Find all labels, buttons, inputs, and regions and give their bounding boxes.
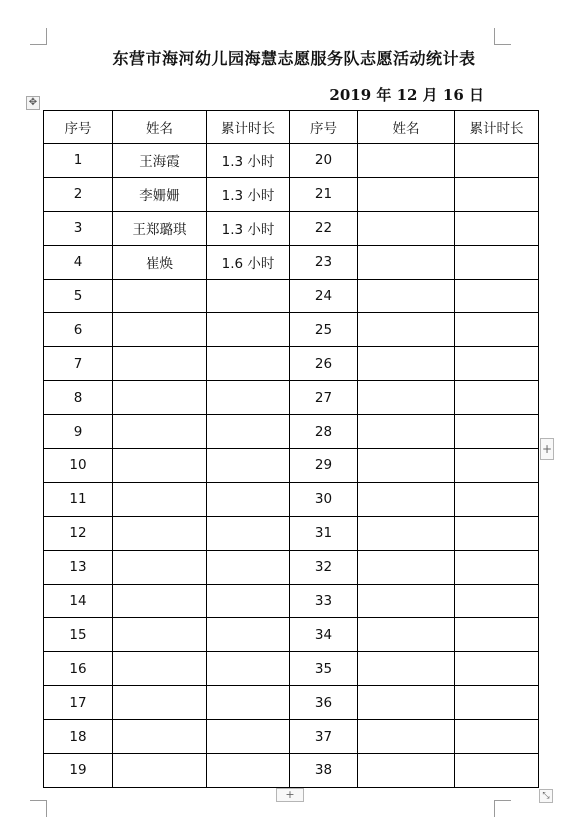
table-row: [44, 211, 539, 245]
duration-left-cell[interactable]: [207, 449, 290, 483]
duration-left-cell[interactable]: [207, 550, 290, 584]
table-row: [44, 449, 539, 483]
serial-left-cell[interactable]: 3: [44, 211, 113, 245]
serial-left-cell[interactable]: 1: [44, 144, 113, 178]
table-row: [44, 313, 539, 347]
serial-left-cell[interactable]: 15: [44, 618, 113, 652]
duration-left-cell[interactable]: [207, 754, 290, 788]
header-serial-left: 序号: [44, 111, 113, 144]
duration-left-cell[interactable]: 1.3 小时: [207, 144, 290, 178]
serial-left-cell[interactable]: 8: [44, 381, 113, 415]
serial-left-cell[interactable]: 13: [44, 550, 113, 584]
duration-left-cell[interactable]: [207, 686, 290, 720]
duration-right-cell[interactable]: [455, 211, 539, 245]
duration-right-cell[interactable]: [455, 347, 539, 381]
page-corner-mark-top-left: [30, 28, 47, 45]
table-move-handle[interactable]: [26, 96, 40, 110]
name-left-cell[interactable]: [113, 279, 207, 313]
name-right-cell[interactable]: [358, 652, 455, 686]
name-right-cell[interactable]: [358, 144, 455, 178]
duration-right-cell[interactable]: [455, 415, 539, 449]
serial-left-cell[interactable]: 17: [44, 686, 113, 720]
header-name-left: 姓名: [113, 111, 207, 144]
serial-right-cell[interactable]: 25: [290, 313, 358, 347]
name-left-cell[interactable]: [113, 381, 207, 415]
duration-right-cell[interactable]: [455, 313, 539, 347]
header-serial-right: 序号: [290, 111, 358, 144]
serial-right-cell[interactable]: 34: [290, 618, 358, 652]
table-row: [44, 754, 539, 788]
serial-right-cell[interactable]: 26: [290, 347, 358, 381]
duration-left-cell[interactable]: 1.6 小时: [207, 245, 290, 279]
name-right-cell[interactable]: [358, 618, 455, 652]
table-header-row: [44, 111, 539, 144]
duration-right-cell[interactable]: [455, 482, 539, 516]
name-right-cell[interactable]: [358, 516, 455, 550]
name-right-cell[interactable]: [358, 449, 455, 483]
duration-left-cell[interactable]: [207, 618, 290, 652]
name-left-cell[interactable]: [113, 652, 207, 686]
duration-right-cell[interactable]: [455, 550, 539, 584]
serial-right-cell[interactable]: 37: [290, 720, 358, 754]
name-left-cell[interactable]: [113, 347, 207, 381]
table-row: [44, 347, 539, 381]
duration-left-cell[interactable]: [207, 584, 290, 618]
document-title: 东营市海河幼儿园海慧志愿服务队志愿活动统计表: [112, 49, 476, 68]
name-right-cell[interactable]: [358, 177, 455, 211]
name-right-cell[interactable]: [358, 381, 455, 415]
duration-left-cell[interactable]: [207, 516, 290, 550]
serial-left-cell[interactable]: 2: [44, 177, 113, 211]
duration-left-cell[interactable]: 1.3 小时: [207, 211, 290, 245]
name-left-cell[interactable]: 崔焕: [113, 245, 207, 279]
name-left-cell[interactable]: [113, 550, 207, 584]
table-resize-handle[interactable]: [539, 789, 553, 803]
name-right-cell[interactable]: [358, 313, 455, 347]
duration-right-cell[interactable]: [455, 245, 539, 279]
duration-right-cell[interactable]: [455, 686, 539, 720]
name-left-cell[interactable]: [113, 313, 207, 347]
name-right-cell[interactable]: [358, 482, 455, 516]
serial-left-cell[interactable]: 14: [44, 584, 113, 618]
name-left-cell[interactable]: 王海霞: [113, 144, 207, 178]
duration-left-cell[interactable]: [207, 415, 290, 449]
table-row: [44, 245, 539, 279]
page-corner-mark-bottom-right: [494, 800, 511, 817]
table-row: [44, 686, 539, 720]
name-right-cell[interactable]: [358, 279, 455, 313]
serial-right-cell[interactable]: 21: [290, 177, 358, 211]
table-row: [44, 144, 539, 178]
serial-right-cell[interactable]: 31: [290, 516, 358, 550]
add-column-button[interactable]: [540, 438, 554, 460]
name-right-cell[interactable]: [358, 550, 455, 584]
serial-right-cell[interactable]: 27: [290, 381, 358, 415]
table-row: [44, 720, 539, 754]
name-right-cell[interactable]: [358, 415, 455, 449]
serial-left-cell[interactable]: 4: [44, 245, 113, 279]
name-left-cell[interactable]: 王郑璐琪: [113, 211, 207, 245]
serial-right-cell[interactable]: 24: [290, 279, 358, 313]
duration-right-cell[interactable]: [455, 449, 539, 483]
table-row: [44, 618, 539, 652]
serial-right-cell[interactable]: 28: [290, 415, 358, 449]
table-row: [44, 516, 539, 550]
name-left-cell[interactable]: [113, 516, 207, 550]
move-arrows-icon: ✥: [28, 97, 38, 108]
name-left-cell[interactable]: [113, 720, 207, 754]
header-duration-left: 累计时长: [207, 111, 290, 144]
duration-right-cell[interactable]: [455, 754, 539, 788]
table-row: [44, 550, 539, 584]
serial-left-cell[interactable]: 18: [44, 720, 113, 754]
duration-right-cell[interactable]: [455, 652, 539, 686]
table-row: [44, 415, 539, 449]
add-row-button[interactable]: [276, 788, 304, 802]
serial-right-cell[interactable]: 38: [290, 754, 358, 788]
page-corner-mark-bottom-left: [30, 800, 47, 817]
name-left-cell[interactable]: 李姗姗: [113, 177, 207, 211]
name-right-cell[interactable]: [358, 754, 455, 788]
document-date: 2019 年 12 月 16 日: [329, 86, 484, 104]
serial-right-cell[interactable]: 23: [290, 245, 358, 279]
diagonal-resize-icon: ⤡: [542, 791, 550, 801]
duration-left-cell[interactable]: [207, 347, 290, 381]
name-left-cell[interactable]: [113, 618, 207, 652]
table-row: [44, 177, 539, 211]
table-row: [44, 652, 539, 686]
duration-left-cell[interactable]: [207, 279, 290, 313]
serial-right-cell[interactable]: 22: [290, 211, 358, 245]
duration-right-cell[interactable]: [455, 177, 539, 211]
duration-left-cell[interactable]: 1.3 小时: [207, 177, 290, 211]
duration-right-cell[interactable]: [455, 618, 539, 652]
serial-left-cell[interactable]: 10: [44, 449, 113, 483]
duration-left-cell[interactable]: [207, 313, 290, 347]
plus-icon: +: [541, 442, 553, 456]
table-row: [44, 279, 539, 313]
serial-right-cell[interactable]: 36: [290, 686, 358, 720]
name-right-cell[interactable]: [358, 584, 455, 618]
duration-right-cell[interactable]: [455, 279, 539, 313]
name-left-cell[interactable]: [113, 482, 207, 516]
serial-right-cell[interactable]: 35: [290, 652, 358, 686]
duration-right-cell[interactable]: [455, 144, 539, 178]
name-left-cell[interactable]: [113, 754, 207, 788]
serial-right-cell[interactable]: 29: [290, 449, 358, 483]
plus-icon: +: [285, 788, 295, 801]
name-left-cell[interactable]: [113, 415, 207, 449]
serial-left-cell[interactable]: 16: [44, 652, 113, 686]
serial-left-cell[interactable]: 6: [44, 313, 113, 347]
name-right-cell[interactable]: [358, 245, 455, 279]
name-left-cell[interactable]: [113, 686, 207, 720]
duration-left-cell[interactable]: [207, 482, 290, 516]
table-row: [44, 381, 539, 415]
duration-right-cell[interactable]: [455, 584, 539, 618]
duration-right-cell[interactable]: [455, 720, 539, 754]
serial-left-cell[interactable]: 9: [44, 415, 113, 449]
volunteer-stats-table: [43, 110, 539, 788]
header-name-right: 姓名: [358, 111, 455, 144]
duration-left-cell[interactable]: [207, 381, 290, 415]
serial-right-cell[interactable]: 32: [290, 550, 358, 584]
serial-left-cell[interactable]: 12: [44, 516, 113, 550]
serial-left-cell[interactable]: 11: [44, 482, 113, 516]
header-duration-right: 累计时长: [455, 111, 539, 144]
name-right-cell[interactable]: [358, 686, 455, 720]
duration-left-cell[interactable]: [207, 720, 290, 754]
page-corner-mark-top-right: [494, 28, 511, 45]
name-left-cell[interactable]: [113, 584, 207, 618]
duration-right-cell[interactable]: [455, 516, 539, 550]
serial-left-cell[interactable]: 5: [44, 279, 113, 313]
serial-right-cell[interactable]: 30: [290, 482, 358, 516]
serial-right-cell[interactable]: 33: [290, 584, 358, 618]
table-row: [44, 482, 539, 516]
serial-right-cell[interactable]: 20: [290, 144, 358, 178]
table-row: [44, 584, 539, 618]
name-right-cell[interactable]: [358, 720, 455, 754]
duration-left-cell[interactable]: [207, 652, 290, 686]
name-right-cell[interactable]: [358, 211, 455, 245]
duration-right-cell[interactable]: [455, 381, 539, 415]
serial-left-cell[interactable]: 19: [44, 754, 113, 788]
name-left-cell[interactable]: [113, 449, 207, 483]
serial-left-cell[interactable]: 7: [44, 347, 113, 381]
name-right-cell[interactable]: [358, 347, 455, 381]
